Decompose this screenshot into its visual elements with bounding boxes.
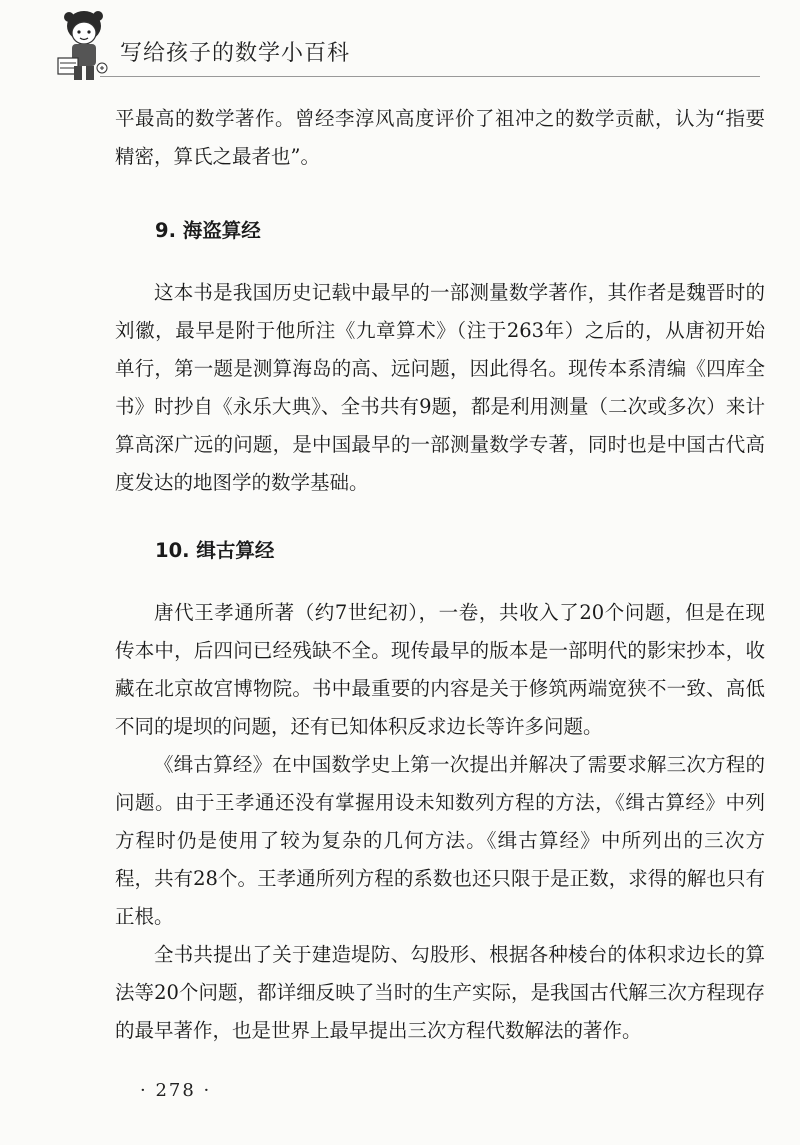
section-10-paragraph-1: 唐代王孝通所著（约7世纪初），一卷，共收入了20个问题，但是在现传本中，后四问已经残缺不全。现传最早的版本是一部明代的影宋抄本，收藏在北京故宫博物院。书中最重要的内容是关于修筑两端宽狭不一致、高低不同的堤坝的问题，还有已知体积反求边长等许多问题。 [115,601,765,738]
page-number: · 278 · [140,1080,212,1101]
continued-paragraph: 平最高的数学著作。曾经李淳风高度评价了祖冲之的数学贡献，认为“指要精密，算氏之最者也”。 [115,107,765,168]
book-title: 写给孩子的数学小百科 [120,41,351,66]
section-heading-10: 10. 缉古算经 [155,539,275,562]
section-9-paragraph-1: 这本书是我国历史记载中最早的一部测量数学著作，其作者是魏晋时的刘徽，最早是附于他所注《九章算术》（注于263年）之后的，从唐初开始单行，第一题是测算海岛的高、远问题，因此得名。现传本系清编《四库全书》时抄自《永乐大典》、全书共有9题，都是利用测量（二次或多次）来计算高深广远的问题，是中国最早的一部测量数学专著，同时也是中国古代高度发达的地图学的数学基础。 [115,281,765,494]
section-10-paragraph-3: 全书共提出了关于建造堤防、勾股形、根据各种棱台的体积求边长的算法等20个问题，都详细反映了当时的生产实际，是我国古代解三次方程现存的最早著作，也是世界上最早提出三次方程代数解法的著作。 [115,943,765,1042]
page-content [115,100,765,1050]
girl-mascot-icon [52,6,122,86]
page-header [0,0,800,90]
section-heading-9: 9. 海盗算经 [155,219,261,242]
section-10-paragraph-2: 《缉古算经》在中国数学史上第一次提出并解决了需要求解三次方程的问题。由于王孝通还没有掌握用设未知数列方程的方法，《缉古算经》中列方程时仍是使用了较为复杂的几何方法。《缉古算经》中所列出的三次方程，共有28个。王孝通所列方程的系数也还只限于是正数，求得的解也只有正根。 [115,753,765,928]
header-divider [100,76,760,77]
